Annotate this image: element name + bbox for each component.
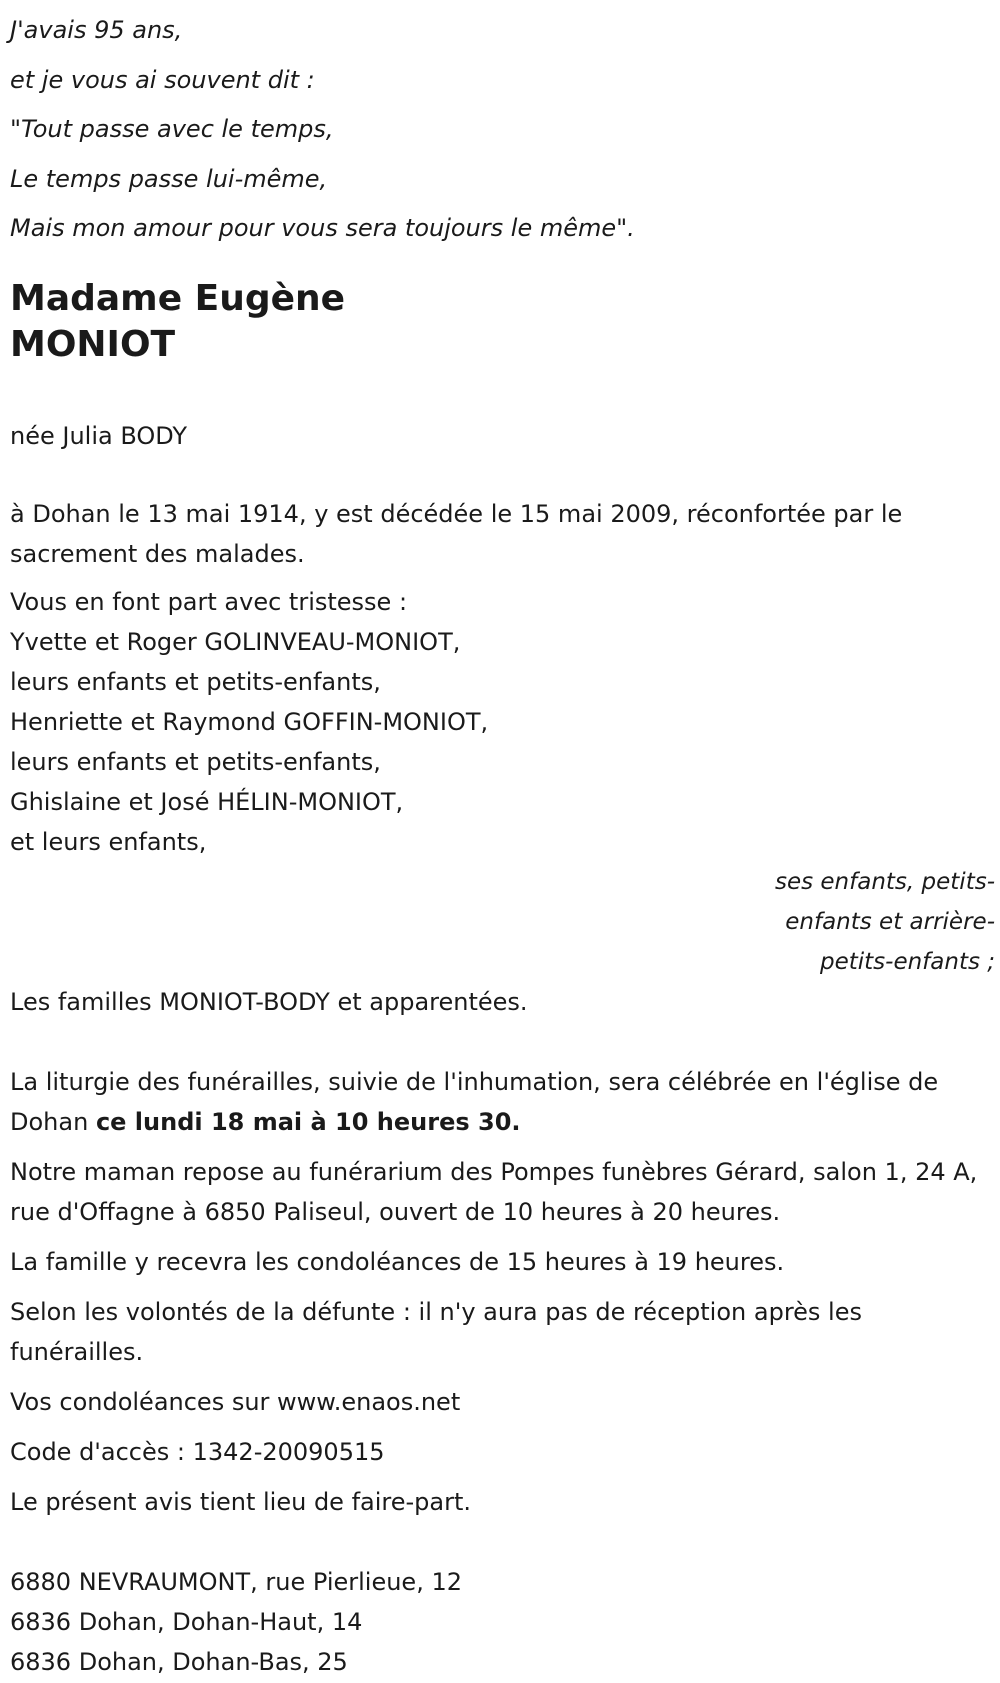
poem-line: Mais mon amour pour vous sera toujours le même". bbox=[10, 214, 635, 242]
address-line: 6880 NEVRAUMONT, rue Pierlieue, 12 bbox=[10, 1567, 462, 1596]
deceased-name-line2: MONIOT bbox=[10, 323, 176, 365]
poem-line: Le temps passe lui-même, bbox=[10, 164, 328, 193]
maiden-name: née Julia BODY bbox=[10, 421, 188, 450]
family-line: Yvette et Roger GOLINVEAU-MONIOT, bbox=[10, 627, 461, 656]
death-details: à Dohan le 13 mai 1914, y est décédée le 15 mai 2009, réconfortée par le sacrement des malades. bbox=[10, 499, 903, 568]
relation-note-line: petits-enfants ; bbox=[819, 948, 995, 975]
address-line: 6836 Dohan, Dohan-Haut, 14 bbox=[10, 1607, 363, 1636]
liturgy-text: La liturgie des funérailles, suivie de l'inhumation, sera célébrée en l'église de Dohan bbox=[10, 1067, 939, 1136]
poem-line: J'avais 95 ans, bbox=[10, 16, 183, 44]
announcement-intro: Vous en font part avec tristesse : bbox=[10, 587, 408, 616]
obituary-notice bbox=[10, 0, 995, 1682]
family-line: et leurs enfants, bbox=[10, 827, 207, 856]
family-line: Ghislaine et José HÉLIN-MONIOT, bbox=[10, 787, 404, 816]
access-code: Code d'accès : 1342-20090515 bbox=[10, 1437, 385, 1466]
deceased-name bbox=[10, 276, 995, 368]
poem-line: et je vous ai souvent dit : bbox=[10, 65, 315, 94]
poem-line: "Tout passe avec le temps, bbox=[10, 115, 334, 143]
family-list bbox=[10, 622, 995, 862]
address-list bbox=[10, 1562, 995, 1682]
family-line: leurs enfants et petits-enfants, bbox=[10, 667, 381, 696]
family-line: leurs enfants et petits-enfants, bbox=[10, 747, 381, 776]
poem bbox=[10, 0, 995, 254]
condolences-time: La famille y recevra les condoléances de 15 heures à 19 heures. bbox=[10, 1247, 785, 1276]
funerarium-info: Notre maman repose au funérarium des Pompes funèbres Gérard, salon 1, 24 A, rue d'Offagne à 6850 Paliseul, ouvert de 10 heures à 20 heures. bbox=[10, 1157, 978, 1226]
online-condolences: Vos condoléances sur www.enaos.net bbox=[10, 1387, 461, 1416]
relation-note bbox=[10, 862, 995, 982]
deceased-name-line1: Madame Eugène bbox=[10, 277, 346, 319]
family-line: Henriette et Raymond GOFFIN-MONIOT, bbox=[10, 707, 489, 736]
relation-note-line: enfants et arrière- bbox=[785, 908, 995, 935]
address-line: 6836 Dohan, Dohan-Bas, 25 bbox=[10, 1647, 348, 1676]
relation-note-line: ses enfants, petits- bbox=[774, 868, 995, 895]
deceased-wishes: Selon les volontés de la défunte : il n'y aura pas de réception après les funérailles. bbox=[10, 1297, 862, 1366]
extended-families: Les familles MONIOT-BODY et apparentées. bbox=[10, 987, 528, 1016]
liturgy-info bbox=[10, 1062, 995, 1142]
notice-text: Le présent avis tient lieu de faire-part. bbox=[10, 1487, 472, 1516]
liturgy-date: ce lundi 18 mai à 10 heures 30. bbox=[95, 1107, 521, 1136]
